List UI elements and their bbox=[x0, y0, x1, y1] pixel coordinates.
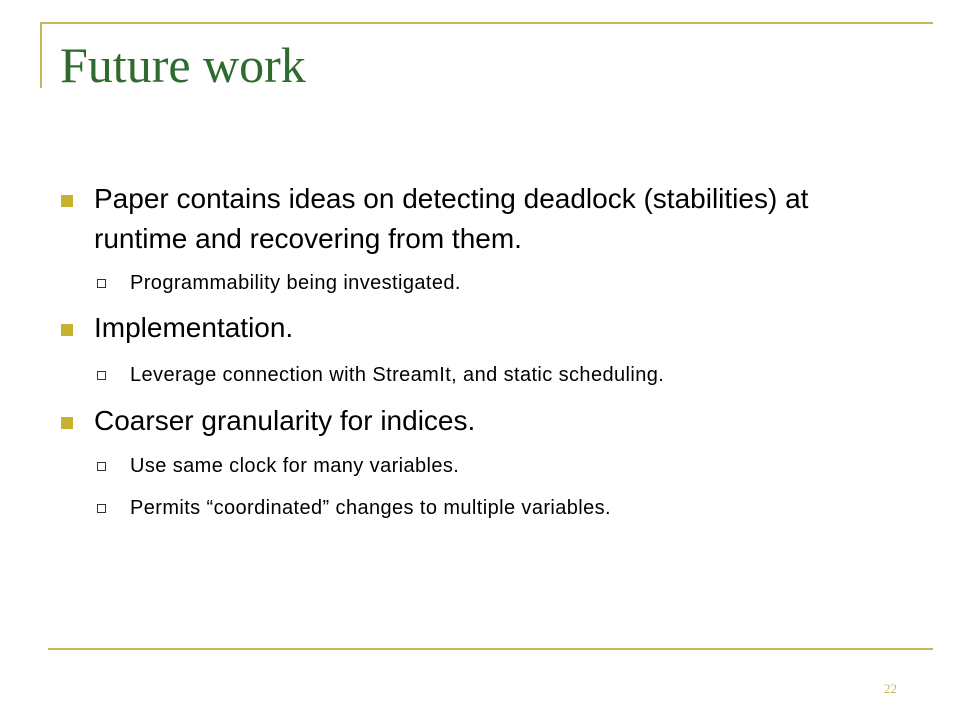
bullet-text: Paper contains ideas on detecting deadlock (stabilities) at runtime and recovering from them. bbox=[94, 183, 809, 254]
sub-bullet-text: Use same clock for many variables. bbox=[130, 455, 460, 477]
square-bullet-icon bbox=[61, 324, 73, 336]
bullet-text: Implementation. bbox=[94, 312, 294, 343]
slide-title: Future work bbox=[60, 37, 306, 93]
hollow-square-bullet-icon bbox=[97, 371, 106, 380]
square-bullet-icon bbox=[61, 195, 73, 207]
page-number: 22 bbox=[884, 681, 897, 696]
left-frame-line bbox=[40, 22, 42, 88]
sub-bullet-text: Permits “coordinated” changes to multiple variables. bbox=[130, 497, 612, 519]
bullet-text: Coarser granularity for indices. bbox=[94, 405, 476, 436]
top-frame-line bbox=[40, 22, 933, 24]
sub-bullet-text: Programmability being investigated. bbox=[130, 272, 461, 294]
hollow-square-bullet-icon bbox=[97, 462, 106, 471]
sub-bullet-text: Leverage connection with StreamIt, and static scheduling. bbox=[130, 364, 665, 386]
bottom-frame-line bbox=[48, 648, 933, 650]
hollow-square-bullet-icon bbox=[97, 279, 106, 288]
square-bullet-icon bbox=[61, 417, 73, 429]
hollow-square-bullet-icon bbox=[97, 504, 106, 513]
